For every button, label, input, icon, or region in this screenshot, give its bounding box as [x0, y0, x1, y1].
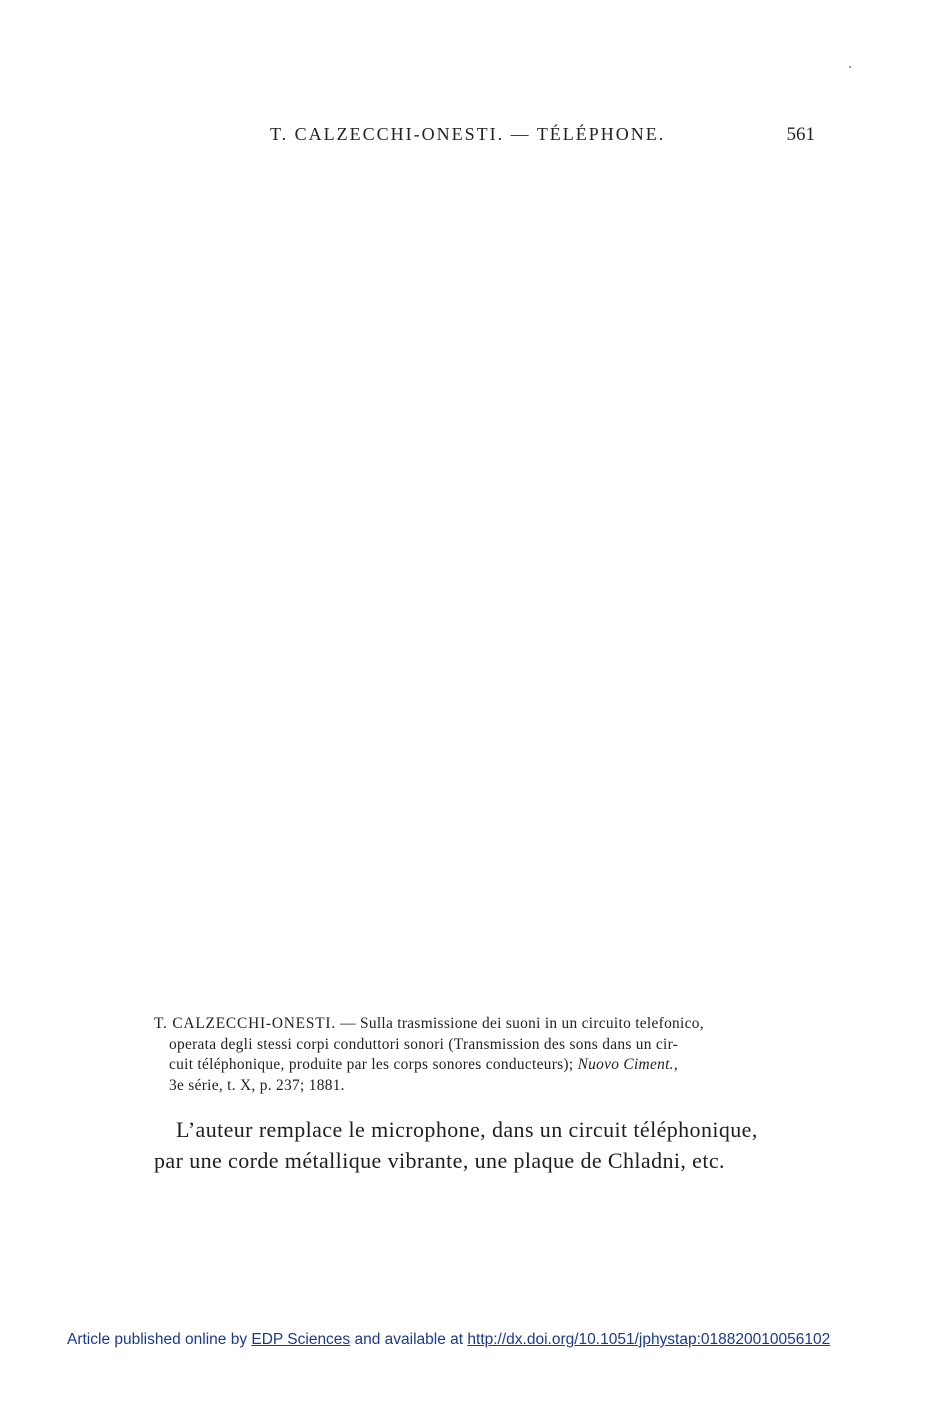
running-title: T. CALZECCHI-ONESTI. — TÉLÉPHONE. [270, 124, 666, 144]
scan-speck [849, 66, 851, 68]
biblio-line-3 [154, 1055, 816, 1076]
footer-middle: and available at [350, 1331, 468, 1348]
biblio-journal: Nuovo Ciment. [577, 1056, 674, 1073]
biblio-line-3-post: , [673, 1056, 678, 1073]
abstract-line-2: par une corde métallique vibrante, une plaque de Chladni, etc. [154, 1148, 725, 1173]
abstract-line-1: L’auteur remplace le microphone, dans un circuit téléphonique, [176, 1117, 758, 1142]
publisher-link[interactable]: EDP Sciences [251, 1331, 351, 1348]
bibliographic-reference [154, 1014, 816, 1096]
doi-link[interactable]: http://dx.doi.org/10.1051/jphystap:018820010056102 [467, 1331, 831, 1348]
biblio-line-2: operata degli stessi corpi conduttori sonori (Transmission des sons dans un cir- [169, 1035, 679, 1053]
biblio-line-3-pre: cuit téléphonique, produite par les corps sonores conducteurs); [169, 1056, 574, 1073]
running-head [270, 124, 815, 148]
biblio-line-4: 3e série, t. X, p. 237; 1881. [169, 1076, 345, 1094]
page-number: 561 [786, 124, 815, 145]
biblio-author: T. CALZECCHI-ONESTI. [154, 1015, 336, 1032]
abstract-paragraph [154, 1114, 819, 1176]
publication-footer [67, 1331, 867, 1349]
footer-prefix: Article published online by [67, 1331, 252, 1348]
biblio-line-1-rest: — Sulla trasmissione dei suoni in un circuito telefonico, [336, 1015, 704, 1032]
biblio-line-1 [154, 1014, 816, 1035]
